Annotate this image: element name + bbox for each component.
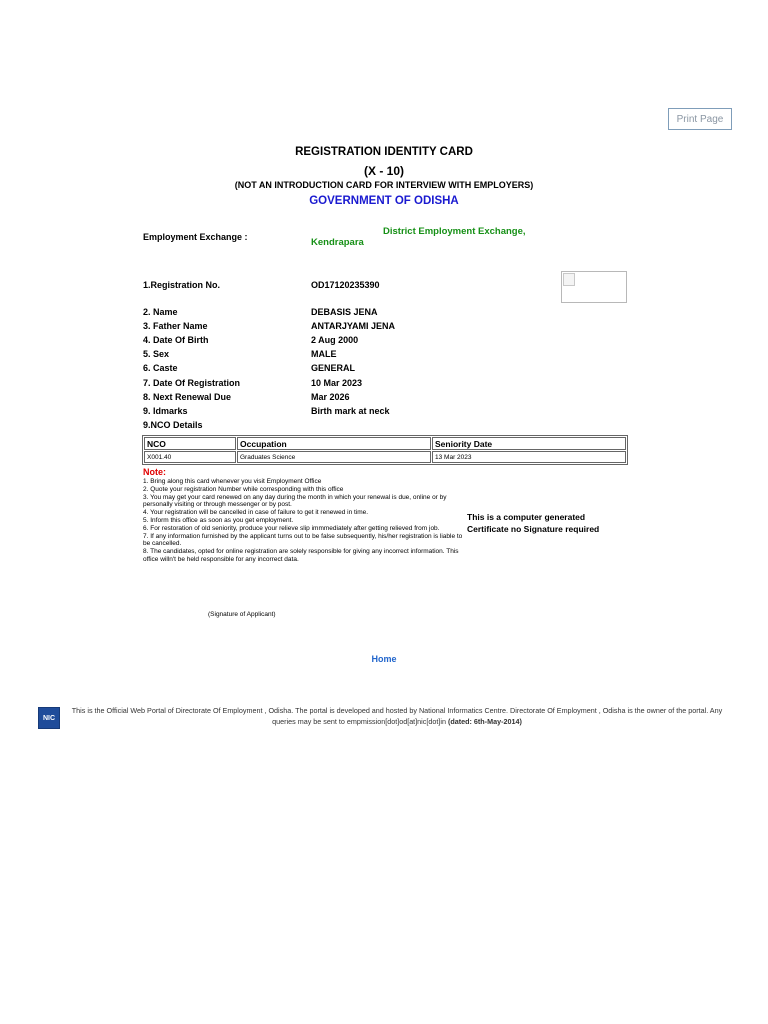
field-value-father-name: ANTARJYAMI JENA xyxy=(311,321,396,331)
field-label-father-name: 3. Father Name xyxy=(143,321,208,331)
list-item: 5. Inform this office as soon as you get employment. xyxy=(143,516,294,524)
list-item: 3. You may get your card renewed on any day during the month in which your renewal is due, online or by personally visiting or through messenger or by post. xyxy=(143,493,447,509)
note-title: Note: xyxy=(143,467,166,477)
field-label-renewal-due: 8. Next Renewal Due xyxy=(143,392,232,402)
field-value-sex: MALE xyxy=(311,349,337,359)
list-item: 1. Bring along this card whenever you visit Employment Office xyxy=(143,478,322,485)
exchange-value-line1: District Employment Exchange, xyxy=(383,226,526,237)
applicant-photo xyxy=(561,271,627,303)
computer-generated-line2: Certificate no Signature required xyxy=(467,524,600,534)
field-label-idmarks: 9. Idmarks xyxy=(143,406,188,416)
field-label-dob: 4. Date Of Birth xyxy=(143,335,209,345)
footer-description: This is the Official Web Portal of Directorate Of Employment , Odisha. The portal is developed and hosted by National Informatics Centre. Directorate Of Employment , Odisha is the owner of the portal. Any queries may be sent to empmission[dot]od[at]nic[dot]in xyxy=(71,706,723,726)
card-title: REGISTRATION IDENTITY CARD xyxy=(295,146,473,158)
field-value-idmarks: Birth mark at neck xyxy=(311,406,390,416)
nco-header-nco: NCO xyxy=(144,437,236,450)
print-page-button[interactable]: Print Page xyxy=(668,108,732,130)
nco-header-occupation: Occupation xyxy=(237,437,431,450)
list-item: 6. For restoration of old seniority, produce your relieve slip immmediately after getting relieved from job. xyxy=(143,524,440,532)
computer-generated-notice xyxy=(467,511,599,535)
field-label-nco-details: 9.NCO Details xyxy=(143,420,203,430)
field-value-caste: GENERAL xyxy=(311,363,356,373)
footer-dated: (dated: 6th-May-2014) xyxy=(447,717,522,726)
computer-generated-line1: This is a computer generated xyxy=(467,512,586,522)
nic-logo: NIC xyxy=(38,707,60,729)
list-item: 4. Your registration will be cancelled in case of failure to get it renewed in time. xyxy=(143,509,369,517)
nco-cell-code: X001.40 xyxy=(144,451,236,463)
list-item: 8. The candidates, opted for online registration are solely responsible for giving any incorrect information. This office willn't be held responsible for any incorrect data. xyxy=(143,548,459,563)
field-label-registration-no: 1.Registration No. xyxy=(143,280,221,290)
signature-label: (Signature of Applicant) xyxy=(208,611,276,618)
field-label-registration-date: 7. Date Of Registration xyxy=(143,378,241,388)
list-item: 7. If any information furnished by the applicant turns out to be false subsequently, his/her registration is liable to be cancelled. xyxy=(143,532,463,548)
exchange-value-line2: Kendrapara xyxy=(311,237,364,248)
footer-text xyxy=(62,705,732,727)
nco-table xyxy=(142,435,628,465)
broken-image-icon xyxy=(563,273,575,286)
field-value-renewal-due: Mar 2026 xyxy=(311,392,350,402)
field-value-registration-no: OD17120235390 xyxy=(311,280,380,290)
home-link[interactable]: Home xyxy=(371,654,397,664)
field-value-name: DEBASIS JENA xyxy=(311,307,378,317)
field-value-registration-date: 10 Mar 2023 xyxy=(311,378,363,388)
field-label-name: 2. Name xyxy=(143,307,178,317)
field-label-sex: 5. Sex xyxy=(143,349,170,359)
field-value-dob: 2 Aug 2000 xyxy=(311,335,359,345)
nco-cell-seniority-date: 13 Mar 2023 xyxy=(432,451,626,463)
list-item: 2. Quote your registration Number while corresponding with this office xyxy=(143,485,344,493)
table-row xyxy=(144,451,626,463)
nco-table-header xyxy=(144,437,626,450)
government-heading: GOVERNMENT OF ODISHA xyxy=(309,195,459,207)
card-disclaimer: (NOT AN INTRODUCTION CARD FOR INTERVIEW WITH EMPLOYERS) xyxy=(234,180,534,190)
exchange-label: Employment Exchange : xyxy=(143,232,248,242)
card-code: (X - 10) xyxy=(363,164,404,178)
nco-header-seniority-date: Seniority Date xyxy=(432,437,626,450)
notes-list xyxy=(143,478,465,564)
field-label-caste: 6. Caste xyxy=(143,363,178,373)
nco-cell-occupation: Graduates Science xyxy=(237,451,431,463)
